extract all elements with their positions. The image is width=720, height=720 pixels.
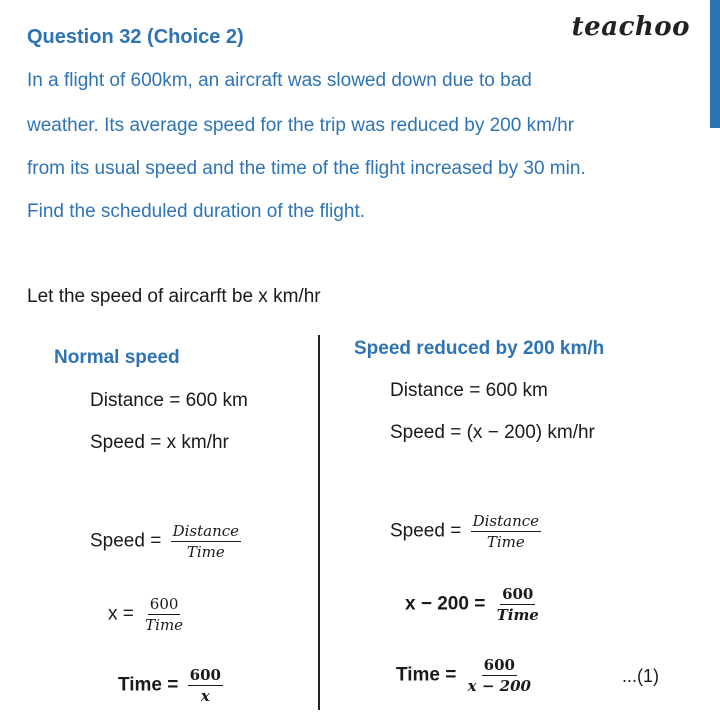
left-eq2-fraction bbox=[143, 595, 185, 634]
right-eq3-denominator: x − 200 bbox=[467, 677, 531, 695]
question-line-4: Find the scheduled duration of the flight. bbox=[27, 201, 366, 222]
left-eq2-numerator: 600 bbox=[149, 595, 179, 613]
left-eq2-lhs: x = bbox=[108, 603, 134, 625]
left-eq3-fraction bbox=[188, 666, 223, 705]
right-formula-fraction bbox=[471, 512, 541, 551]
left-formula-lhs: Speed = bbox=[90, 530, 162, 552]
left-heading: Normal speed bbox=[54, 347, 180, 368]
left-eq-time bbox=[118, 666, 223, 705]
left-speed: Speed = x km/hr bbox=[90, 432, 229, 453]
left-formula-fraction bbox=[171, 522, 241, 561]
left-eq3-lhs: Time = bbox=[118, 674, 179, 696]
left-eq3-numerator: 600 bbox=[189, 666, 221, 684]
solution-intro: Let the speed of aircarft be x km/hr bbox=[27, 286, 321, 307]
question-line-1: In a flight of 600km, an aircraft was slowed down due to bad bbox=[27, 70, 532, 91]
right-eq3-fraction bbox=[466, 656, 533, 695]
right-formula-lhs: Speed = bbox=[390, 520, 462, 542]
left-formula-denominator: Time bbox=[186, 543, 225, 561]
right-eq-time bbox=[396, 656, 533, 695]
left-eq2-denominator: Time bbox=[145, 616, 184, 634]
right-eq2-numerator: 600 bbox=[502, 585, 534, 603]
right-distance: Distance = 600 km bbox=[390, 380, 548, 401]
left-distance: Distance = 600 km bbox=[90, 390, 248, 411]
left-formula-numerator: Distance bbox=[172, 522, 240, 540]
right-eq3-numerator: 600 bbox=[483, 656, 515, 674]
accent-side-bar bbox=[710, 0, 720, 128]
question-line-3: from its usual speed and the time of the flight increased by 30 min. bbox=[27, 158, 586, 179]
left-eq-x bbox=[108, 595, 185, 634]
question-line-2: weather. Its average speed for the trip was reduced by 200 km/hr bbox=[27, 115, 575, 136]
equation-tag: ...(1) bbox=[622, 666, 660, 686]
left-speed-formula bbox=[90, 522, 241, 561]
right-eq2-denominator: Time bbox=[496, 606, 539, 624]
left-eq3-denominator: x bbox=[200, 687, 210, 705]
column-divider bbox=[318, 335, 320, 710]
right-eq3-lhs: Time = bbox=[396, 664, 457, 686]
right-speed: Speed = (x − 200) km/hr bbox=[390, 422, 595, 443]
right-formula-denominator: Time bbox=[486, 533, 525, 551]
right-eq2-lhs: x − 200 = bbox=[405, 593, 486, 615]
right-heading: Speed reduced by 200 km/h bbox=[354, 338, 605, 359]
right-speed-formula bbox=[390, 512, 541, 551]
question-title: Question 32 (Choice 2) bbox=[27, 26, 244, 48]
right-eq-x bbox=[405, 585, 541, 624]
right-eq2-fraction bbox=[495, 585, 541, 624]
right-formula-numerator: Distance bbox=[472, 512, 540, 530]
teachoo-logo: teachoo bbox=[571, 12, 690, 42]
